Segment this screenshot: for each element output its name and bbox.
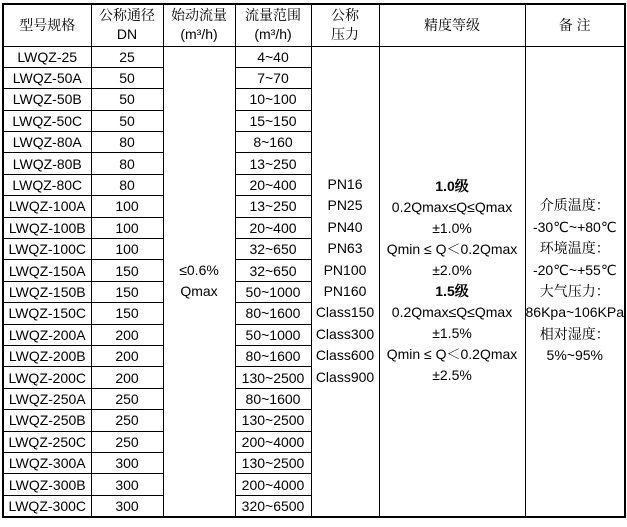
column-header-label: 精度等级 bbox=[424, 16, 480, 33]
column-header bbox=[311, 4, 379, 46]
flow-range-cell: 20~400 bbox=[235, 217, 311, 238]
dn-cell: 50 bbox=[91, 67, 163, 88]
accuracy-cell bbox=[379, 46, 525, 517]
dn-cell: 50 bbox=[91, 89, 163, 110]
flow-range-cell: 80~1600 bbox=[235, 388, 311, 409]
flow-range-cell: 32~650 bbox=[235, 260, 311, 281]
pressure-line: PN100 bbox=[323, 261, 367, 278]
accuracy-class-title: 1.0级 bbox=[435, 178, 469, 195]
column-header-label: 始动流量 bbox=[171, 7, 227, 24]
flow-range-cell: 32~650 bbox=[235, 239, 311, 260]
accuracy-line: ±2.0% bbox=[432, 262, 472, 279]
accuracy-class-title: 1.5级 bbox=[435, 283, 469, 300]
model-cell: LWQZ-200B bbox=[3, 345, 91, 366]
spec-table-container bbox=[2, 3, 626, 518]
model-cell: LWQZ-100A bbox=[3, 196, 91, 217]
model-cell: LWQZ-25 bbox=[3, 46, 91, 67]
accuracy-line: Qmin ≤ Q＜0.2Qmax bbox=[386, 346, 518, 363]
dn-cell: 300 bbox=[91, 452, 163, 473]
remark-line: 5%~95% bbox=[546, 347, 603, 364]
flow-range-cell: 13~250 bbox=[235, 153, 311, 174]
column-header bbox=[235, 4, 311, 46]
nominal-pressure-cell bbox=[311, 46, 379, 517]
column-header-sublabel: DN bbox=[116, 26, 138, 43]
column-header-sublabel: (m³/h) bbox=[180, 26, 218, 43]
dn-cell: 100 bbox=[91, 217, 163, 238]
pressure-line: Class150 bbox=[315, 304, 375, 321]
flow-range-cell: 80~1600 bbox=[235, 345, 311, 366]
dn-cell: 250 bbox=[91, 410, 163, 431]
dn-cell: 100 bbox=[91, 239, 163, 260]
pressure-line: Class900 bbox=[315, 368, 375, 385]
remark-line: 大气压力： bbox=[539, 283, 610, 300]
dn-cell: 150 bbox=[91, 260, 163, 281]
accuracy-line: ±2.5% bbox=[432, 367, 472, 384]
dn-cell: 150 bbox=[91, 303, 163, 324]
model-cell: LWQZ-80B bbox=[3, 153, 91, 174]
model-cell: LWQZ-80C bbox=[3, 174, 91, 195]
model-cell: LWQZ-300C bbox=[3, 495, 91, 516]
remark-line: 86Kpa~106KPa bbox=[525, 304, 624, 321]
model-cell: LWQZ-200A bbox=[3, 324, 91, 345]
start-flow-line: Qmax bbox=[180, 283, 218, 300]
flow-range-cell: 80~1600 bbox=[235, 303, 311, 324]
pressure-line: PN63 bbox=[327, 240, 363, 257]
column-header bbox=[3, 4, 91, 46]
model-cell: LWQZ-100C bbox=[3, 239, 91, 260]
model-cell: LWQZ-300A bbox=[3, 452, 91, 473]
remarks-cell bbox=[525, 46, 625, 517]
flow-range-cell: 130~2500 bbox=[235, 367, 311, 388]
model-cell: LWQZ-50B bbox=[3, 89, 91, 110]
dn-cell: 80 bbox=[91, 153, 163, 174]
dn-cell: 250 bbox=[91, 431, 163, 452]
pressure-line: PN40 bbox=[327, 218, 363, 235]
model-cell: LWQZ-50C bbox=[3, 110, 91, 131]
flow-range-cell: 200~4000 bbox=[235, 431, 311, 452]
column-header-sublabel: 压力 bbox=[331, 26, 359, 43]
flow-range-cell: 130~2500 bbox=[235, 410, 311, 431]
flow-range-cell: 8~160 bbox=[235, 132, 311, 153]
dn-cell: 300 bbox=[91, 495, 163, 516]
flow-range-cell: 13~250 bbox=[235, 196, 311, 217]
remark-line: 相对湿度： bbox=[539, 325, 610, 342]
pressure-line: PN160 bbox=[323, 283, 367, 300]
accuracy-line: 0.2Qmax≤Q≤Qmax bbox=[391, 304, 513, 321]
flow-range-cell: 320~6500 bbox=[235, 495, 311, 516]
remark-line: -20℃~+55℃ bbox=[532, 261, 617, 278]
remark-line: 环境温度： bbox=[539, 240, 610, 257]
column-header bbox=[525, 4, 625, 46]
accuracy-line: ±1.5% bbox=[432, 325, 472, 342]
flow-range-cell: 4~40 bbox=[235, 46, 311, 67]
pressure-line: Class300 bbox=[315, 325, 375, 342]
column-header bbox=[91, 4, 163, 46]
flow-range-cell: 10~100 bbox=[235, 89, 311, 110]
column-header bbox=[163, 4, 235, 46]
column-header-sublabel: (m³/h) bbox=[254, 26, 292, 43]
accuracy-line: 0.2Qmax≤Q≤Qmax bbox=[391, 199, 513, 216]
model-cell: LWQZ-150A bbox=[3, 260, 91, 281]
dn-cell: 80 bbox=[91, 132, 163, 153]
pressure-line: PN16 bbox=[327, 176, 363, 193]
dn-cell: 80 bbox=[91, 174, 163, 195]
flow-range-cell: 7~70 bbox=[235, 67, 311, 88]
model-cell: LWQZ-300B bbox=[3, 474, 91, 495]
column-header-label: 型号规格 bbox=[19, 16, 76, 33]
column-header-label: 公称 bbox=[331, 7, 359, 24]
model-cell: LWQZ-250B bbox=[3, 410, 91, 431]
model-cell: LWQZ-250A bbox=[3, 388, 91, 409]
flow-range-cell: 130~2500 bbox=[235, 452, 311, 473]
spec-table bbox=[2, 3, 626, 518]
flow-range-cell: 50~1000 bbox=[235, 281, 311, 302]
flow-range-cell: 50~1000 bbox=[235, 324, 311, 345]
dn-cell: 250 bbox=[91, 388, 163, 409]
pressure-line: PN25 bbox=[327, 197, 363, 214]
model-cell: LWQZ-250C bbox=[3, 431, 91, 452]
model-cell: LWQZ-80A bbox=[3, 132, 91, 153]
dn-cell: 300 bbox=[91, 474, 163, 495]
dn-cell: 200 bbox=[91, 324, 163, 345]
dn-cell: 200 bbox=[91, 345, 163, 366]
flow-range-cell: 200~4000 bbox=[235, 474, 311, 495]
flow-range-cell: 20~400 bbox=[235, 174, 311, 195]
remark-line: -30℃~+80℃ bbox=[532, 218, 617, 235]
dn-cell: 100 bbox=[91, 196, 163, 217]
column-header-label: 流量范围 bbox=[245, 7, 301, 24]
accuracy-line: Qmin ≤ Q＜0.2Qmax bbox=[386, 241, 518, 258]
model-cell: LWQZ-50A bbox=[3, 67, 91, 88]
model-cell: LWQZ-200C bbox=[3, 367, 91, 388]
column-header-label: 备 注 bbox=[558, 16, 591, 33]
dn-cell: 200 bbox=[91, 367, 163, 388]
dn-cell: 25 bbox=[91, 46, 163, 67]
table-body bbox=[3, 46, 625, 517]
pressure-line: Class600 bbox=[315, 347, 375, 364]
model-cell: LWQZ-150C bbox=[3, 303, 91, 324]
dn-cell: 50 bbox=[91, 110, 163, 131]
dn-cell: 150 bbox=[91, 281, 163, 302]
model-cell: LWQZ-150B bbox=[3, 281, 91, 302]
start-flow-line: ≤0.6% bbox=[179, 261, 219, 278]
table-row bbox=[3, 46, 625, 67]
model-cell: LWQZ-100B bbox=[3, 217, 91, 238]
flow-range-cell: 15~150 bbox=[235, 110, 311, 131]
header-row bbox=[3, 4, 625, 46]
start-flow-cell bbox=[163, 46, 235, 517]
column-header-label: 公称通径 bbox=[99, 7, 155, 24]
accuracy-line: ±1.0% bbox=[432, 220, 472, 237]
remark-line: 介质温度： bbox=[539, 197, 610, 214]
column-header bbox=[379, 4, 525, 46]
